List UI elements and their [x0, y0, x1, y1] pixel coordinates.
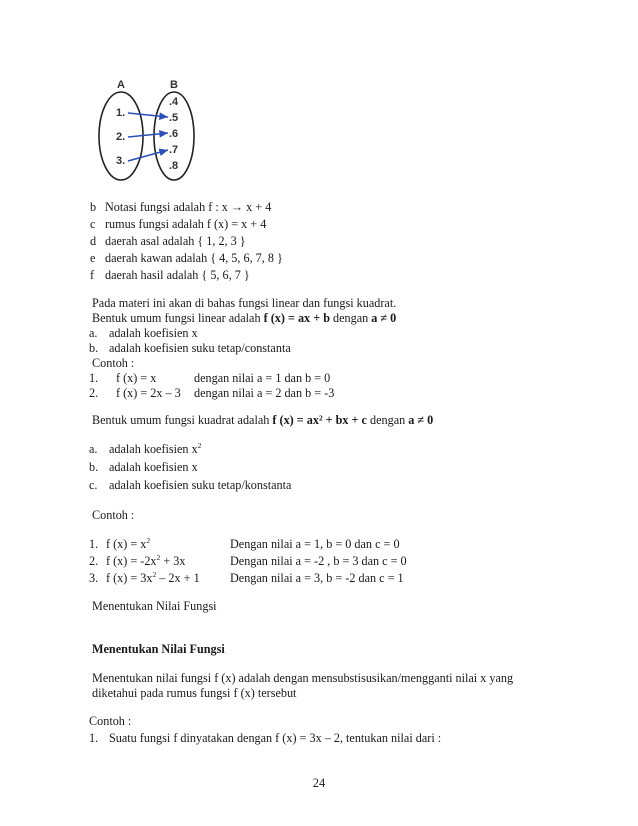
linear-form-line: Bentuk umum fungsi linear adalah f (x) = ax + b dengan a ≠ 0	[92, 311, 397, 325]
quadratic-example: 3. f $(x) = 3x^2 - 2x + 1$ Dengan nilai a = 3, b = -2 dan c = 1	[89, 570, 404, 585]
quadratic-item: b. adalah koefisien x	[89, 460, 198, 474]
notation-item: f daerah hasil adalah { 5, 6, 7 }	[90, 268, 250, 282]
notation-item: e daerah kawan adalah { 4, 5, 6, 7, 8 }	[90, 251, 283, 265]
set-b-item: .6	[169, 128, 179, 140]
linear-item: a. adalah koefisien x	[89, 326, 198, 340]
set-b-item: .5	[169, 112, 179, 124]
set-b-item: .8	[169, 160, 179, 172]
section-text: diketahui pada rumus fungsi f (x) tersebut	[92, 686, 297, 700]
set-a-item: 1.	[116, 107, 126, 119]
contoh-label: Contoh :	[92, 356, 135, 370]
mapping-diagram	[88, 72, 218, 192]
section-text: Menentukan nilai fungsi f (x) adalah dengan mensubstisusikan/mengganti nilai x yang	[92, 671, 514, 685]
notation-item: b Notasi fungsi adalah f : x → x + 4	[90, 200, 272, 214]
quadratic-example: 2. f $(x) = -2x^2 + 3x$ Dengan nilai a = -2 , b = 3 dan c = 0	[89, 553, 407, 568]
mapping-arrow	[128, 113, 168, 117]
set-a-item: 3.	[116, 155, 126, 167]
quadratic-item: c. adalah koefisien suku tetap/konstanta	[89, 478, 292, 492]
linear-example: 1. f (x) = x dengan nilai a = 1 dan b = 0	[89, 371, 331, 385]
quadratic-item: a. adalah koefisien $x^2$	[89, 441, 202, 456]
section-heading-bold: Menentukan Nilai Fungsi	[92, 642, 225, 656]
set-a-item: 2.	[116, 131, 126, 143]
notation-item: c rumus fungsi adalah f (x) = x + 4	[90, 217, 267, 231]
set-b-label: B	[170, 79, 178, 91]
intro-line: Pada materi ini akan di bahas fungsi linear dan fungsi kuadrat.	[92, 296, 397, 310]
contoh-label: Contoh :	[92, 508, 135, 522]
quadratic-example: 1. f $(x) = x^2$ Dengan nilai a = 1, b = 0 dan c = 0	[89, 536, 400, 551]
linear-item: b. adalah koefisien suku tetap/constanta	[89, 341, 291, 355]
final-example: 1. Suatu fungsi f dinyatakan dengan f (x) = 3x – 2, tentukan nilai dari :	[89, 731, 442, 745]
quadratic-form-line: Bentuk umum fungsi kuadrat adalah f (x) = ax² + bx + c dengan a ≠ 0	[92, 413, 434, 427]
mapping-arrow	[128, 150, 168, 161]
page-number: 24	[312, 776, 326, 790]
set-a-label: A	[117, 79, 125, 91]
mapping-arrow	[128, 133, 168, 137]
contoh-label: Contoh :	[89, 714, 132, 728]
section-heading-plain: Menentukan Nilai Fungsi	[92, 599, 217, 613]
linear-example: 2. f (x) = 2x – 3 dengan nilai a = 2 dan b = -3	[89, 386, 335, 400]
set-b-item: .4	[169, 96, 179, 108]
notation-item: d daerah asal adalah { 1, 2, 3 }	[90, 234, 246, 248]
set-b-item: .7	[169, 144, 179, 156]
